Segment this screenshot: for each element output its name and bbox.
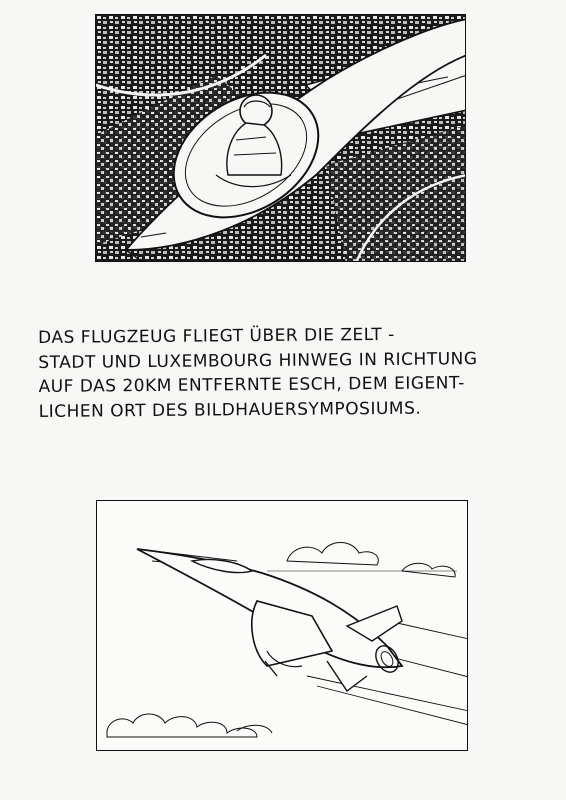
storyboard-panel-bottom xyxy=(96,500,468,751)
caption-line: AUF DAS 20KM ENTFERNTE ESCH, DEM EIGENT- xyxy=(38,373,465,397)
aerial-city-illustration xyxy=(96,15,466,262)
caption-line: LICHEN ORT DES BILDHAUERSYMPOSIUMS. xyxy=(38,398,422,422)
jet-illustration xyxy=(97,501,468,751)
caption-line: DAS FLUGZEUG FLIEGT ÜBER DIE ZELT - xyxy=(38,324,395,348)
caption-line: STADT UND LUXEMBOURG HINWEG IN RICHTUNG xyxy=(38,348,478,373)
storyboard-caption xyxy=(38,322,544,424)
storyboard-panel-top xyxy=(95,14,466,262)
